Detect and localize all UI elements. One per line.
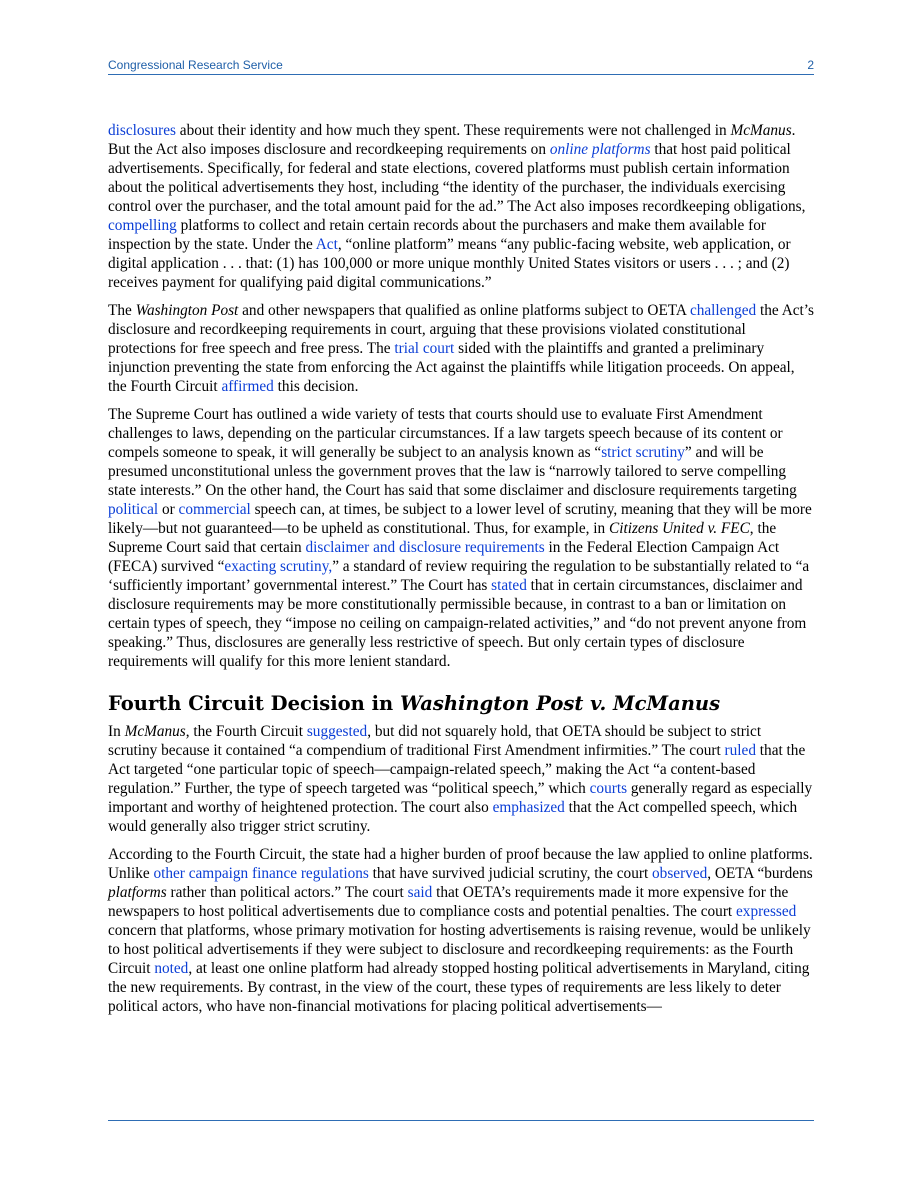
link-courts[interactable]: courts <box>589 780 628 797</box>
text: or <box>158 501 179 518</box>
text: The Supreme Court has outlined a wide variety of tests that courts should use to evaluate First Amendment challenges to laws, depending on the particular circumstances. If a law targets speech because of its content or compels someone to speak, it will generally be subject to an analysis known as “ <box>108 406 783 461</box>
link-trial-court[interactable]: trial court <box>394 340 455 357</box>
link-other-regulations[interactable]: other campaign finance regulations <box>153 865 369 882</box>
text: , the Fourth Circuit <box>185 723 307 740</box>
link-disclosures[interactable]: disclosures <box>108 122 176 139</box>
section-heading <box>108 692 814 716</box>
paragraph-2 <box>108 301 814 396</box>
text: that the Act compelled speech, which would generally also trigger strict scrutiny. <box>108 799 798 835</box>
link-commercial[interactable]: commercial <box>178 501 251 518</box>
link-observed[interactable]: observed <box>652 865 708 882</box>
link-noted[interactable]: noted <box>154 960 189 977</box>
text: the Act’s disclosure and recordkeeping requirements in court, arguing that these provisions violated constitutional protections for free speech and free press. The <box>108 302 814 357</box>
paragraph-4 <box>108 722 814 836</box>
case-name: Citizens United v. FEC <box>609 520 750 537</box>
text: and other newspapers that qualified as online platforms subject to OETA <box>238 302 690 319</box>
text: rather than political actors.” The court <box>166 884 408 901</box>
link-stated[interactable]: stated <box>491 577 527 594</box>
link-exacting-scrutiny[interactable]: exacting scrutiny, <box>224 558 333 575</box>
link-online-platforms[interactable]: online platforms <box>549 141 651 158</box>
text: , “online platform” means “any public-facing website, web application, or digital application . . . that: (1) has 100,000 or more unique monthly United States visitors or users . . . ; and (2) receives payment for qualifying paid digital communications.” <box>108 236 791 291</box>
link-act[interactable]: Act <box>315 236 338 253</box>
link-emphasized[interactable]: emphasized <box>492 799 565 816</box>
paragraph-3 <box>108 405 814 671</box>
link-suggested[interactable]: suggested <box>306 723 368 740</box>
text: that the Act targeted “one particular topic of speech—campaign-related speech,” making the Act “a content-based regulation.” Further, the type of speech targeted was “political speech,” which <box>108 742 806 797</box>
heading-text: Fourth Circuit Decision in <box>108 692 400 715</box>
page-header <box>108 56 814 75</box>
paragraph-5 <box>108 845 814 1016</box>
text: , OETA “burdens <box>707 865 813 882</box>
text: about their identity and how much they spent. These requirements were not challenged in <box>175 122 731 139</box>
text: this decision. <box>273 378 359 395</box>
header-source: Congressional Research Service <box>108 58 283 72</box>
text: The <box>108 302 136 319</box>
link-challenged[interactable]: challenged <box>689 302 757 319</box>
text: concern that platforms, whose primary motivation for hosting advertisements is raising revenue, would be unlikely to host political advertisements if they were subject to disclosure and recordkeeping requirements: as the Fourth Circuit <box>108 922 811 977</box>
link-political[interactable]: political <box>108 501 159 518</box>
link-expressed[interactable]: expressed <box>736 903 797 920</box>
case-name: McManus <box>124 723 186 740</box>
emphasis: platforms <box>108 884 167 901</box>
text: ” a standard of review requiring the regulation to be substantially related to “a ‘sufficiently important’ governmental interest.” The Court has <box>108 558 810 594</box>
text: sided with the plaintiffs and granted a preliminary injunction preventing the state from enforcing the Act against the plaintiffs while litigation proceeds. On appeal, the Fourth Circuit <box>108 340 795 395</box>
text: that host paid political advertisements. Specifically, for federal and state elections, covered platforms must publish certain information about the political advertisements they host, including “the identity of the purchaser, the individuals exercising control over the purchaser, and the total amount paid for the ad.” The Act also imposes recordkeeping obligations, <box>108 141 806 215</box>
document-body <box>108 121 814 1025</box>
text: ” and will be presumed unconstitutional unless the government proves that the law is “narrowly tailored to serve compelling state interests.” On the other hand, the Court has said that some disclaimer and disclosure requirements targeting <box>108 444 797 499</box>
text: that have survived judicial scrutiny, the court <box>368 865 653 882</box>
link-disclaimer-requirements[interactable]: disclaimer and disclosure requirements <box>305 539 545 556</box>
text: . But the Act also imposes disclosure and recordkeeping requirements on <box>108 122 796 158</box>
link-ruled[interactable]: ruled <box>724 742 756 759</box>
heading-case-name: Washington Post v. McManus <box>400 692 721 715</box>
publication-name: Washington Post <box>135 302 239 319</box>
text: , the Supreme Court said that certain <box>108 520 777 556</box>
text: in the Federal Election Campaign Act (FECA) survived “ <box>108 539 780 575</box>
link-strict-scrutiny[interactable]: strict scrutiny <box>601 444 685 461</box>
page-number: 2 <box>807 58 814 72</box>
text: speech can, at times, be subject to a lower level of scrutiny, meaning that they will be more likely—but not guaranteed—to be upheld as constitutional. Thus, for example, in <box>108 501 812 537</box>
paragraph-1 <box>108 121 814 292</box>
text: platforms to collect and retain certain records about the purchasers and make them available for inspection by the state. Under the <box>108 217 766 253</box>
text: , at least one online platform had already stopped hosting political advertisements in Maryland, citing the new requirements. By contrast, in the view of the court, these types of requirements are less likely to deter political actors, who have non-financial motivations for placing political advertisements— <box>108 960 810 1015</box>
text: that in certain circumstances, disclaimer and disclosure requirements may be more constitutionally permissible because, in contrast to a ban or limitation on certain types of speech, they “impose no ceiling on campaign-related activities,” and “do not prevent anyone from speaking.” Thus, disclosures are generally less restrictive of speech. But only certain types of disclosure requirements will qualify for this more lenient standard. <box>108 577 807 670</box>
case-name: McManus <box>730 122 792 139</box>
text: In <box>108 723 125 740</box>
text: that OETA’s requirements made it more expensive for the newspapers to host political advertisements due to compliance costs and potential penalties. The court <box>108 884 789 920</box>
link-affirmed[interactable]: affirmed <box>221 378 274 395</box>
footer-rule <box>108 1120 814 1121</box>
text: , but did not squarely hold, that OETA should be subject to strict scrutiny because it contained “a compendium of traditional First Amendment infirmities.” The court <box>108 723 762 759</box>
text: generally regard as especially important and worthy of heightened protection. The court also <box>108 780 813 816</box>
text: According to the Fourth Circuit, the state had a higher burden of proof because the law applied to online platforms. Unlike <box>108 846 813 882</box>
link-compelling[interactable]: compelling <box>108 217 177 234</box>
link-said[interactable]: said <box>407 884 433 901</box>
